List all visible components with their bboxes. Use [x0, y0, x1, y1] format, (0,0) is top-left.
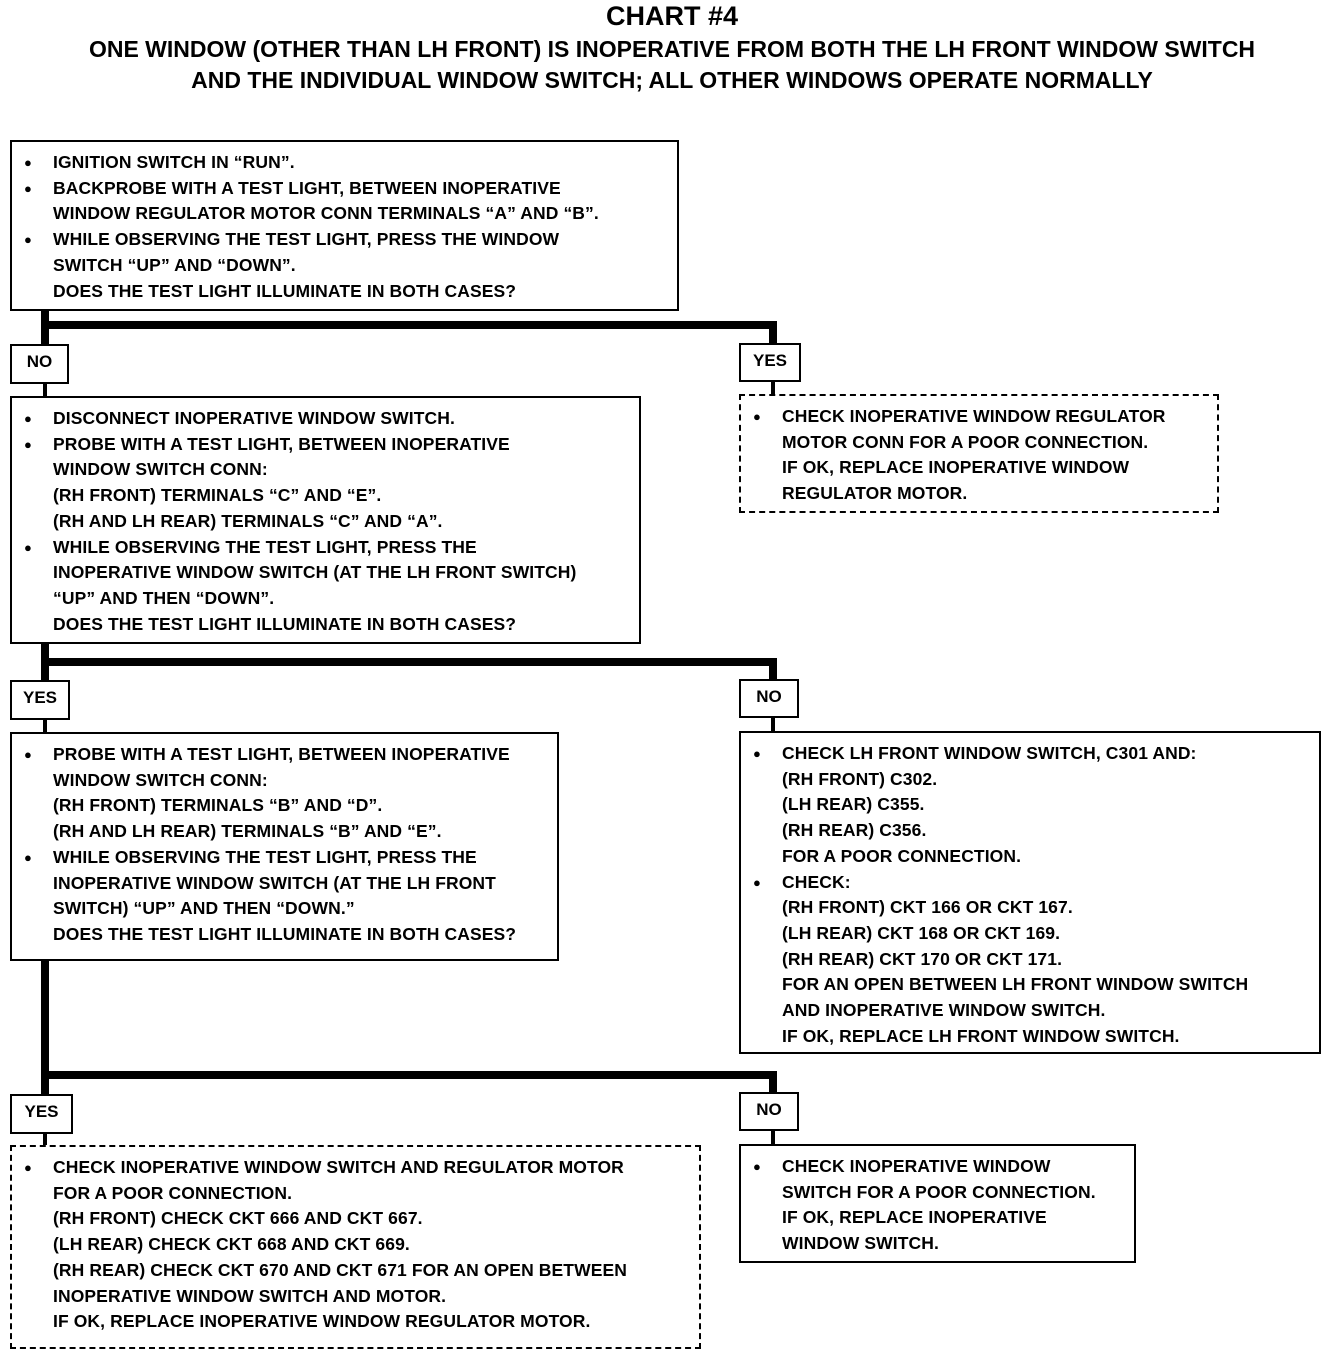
step3-box	[10, 732, 559, 961]
label-step1-no: NO	[10, 344, 69, 384]
step2-box	[10, 396, 641, 644]
step1-question: DOES THE TEST LIGHT ILLUMINATE IN BOTH CASES?	[53, 280, 517, 301]
label-step2-yes: YES	[10, 680, 70, 720]
step1-bullet-2: ● BACKPROBE WITH A TEST LIGHT, BETWEEN INOPERATIVE WINDOW REGULATOR MOTOR CONN TERMINALS “A” AND “B”.	[22, 176, 667, 227]
label-step2-no: NO	[739, 679, 799, 718]
step3-yes-bullet-1: ● CHECK INOPERATIVE WINDOW SWITCH AND REGULATOR MOTOR FOR A POOR CONNECTION. (RH FRONT) CHECK CKT 666 AND CKT 667. (LH REAR) CHECK CKT 668 AND CKT 669. (RH REAR) CHECK CKT 670 AND CKT 671 FOR AN OPEN BETWEEN INOPERATIVE WINDOW SWITCH AND MOTOR. IF OK, REPLACE INOPERATIVE WINDOW REGULATOR MOTOR.	[22, 1155, 689, 1335]
subtitle-line-2: AND THE INDIVIDUAL WINDOW SWITCH; ALL OTHER WINDOWS OPERATE NORMALLY	[191, 67, 1153, 93]
step1-yes-result-box	[739, 394, 1219, 513]
step3-yes-result-box	[10, 1145, 701, 1349]
step2-bullet-2: ● PROBE WITH A TEST LIGHT, BETWEEN INOPERATIVE WINDOW SWITCH CONN: (RH FRONT) TERMINALS “C” AND “E”. (RH AND LH REAR) TERMINALS “C” AND “A”.	[22, 432, 629, 535]
step1-yes-bullet-1: ● CHECK INOPERATIVE WINDOW REGULATOR MOTOR CONN FOR A POOR CONNECTION. IF OK, REPLACE INOPERATIVE WINDOW REGULATOR MOTOR.	[751, 404, 1207, 507]
step1-bullet-1: ● IGNITION SWITCH IN “RUN”.	[22, 150, 667, 176]
step1-box	[10, 140, 679, 311]
step2-no-result-box	[739, 731, 1321, 1054]
step2-no-bullet-1: ● CHECK LH FRONT WINDOW SWITCH, C301 AND: (RH FRONT) C302. (LH REAR) C355. (RH REAR) C356. FOR A POOR CONNECTION.	[751, 741, 1309, 870]
step3-bullet-1: ● PROBE WITH A TEST LIGHT, BETWEEN INOPERATIVE WINDOW SWITCH CONN: (RH FRONT) TERMINALS “B” AND “D”. (RH AND LH REAR) TERMINALS “B” AND “E”.	[22, 742, 547, 845]
label-step1-yes: YES	[739, 343, 801, 382]
step2-no-bullet-2: ● CHECK: (RH FRONT) CKT 166 OR CKT 167. (LH REAR) CKT 168 OR CKT 169. (RH REAR) CKT 170 OR CKT 171. FOR AN OPEN BETWEEN LH FRONT WINDOW SWITCH AND INOPERATIVE WINDOW SWITCH. IF OK, REPLACE LH FRONT WINDOW SWITCH.	[751, 870, 1309, 1050]
step3-no-bullet-1: ● CHECK INOPERATIVE WINDOW SWITCH FOR A POOR CONNECTION. IF OK, REPLACE INOPERATIVE WINDOW SWITCH.	[751, 1154, 1124, 1257]
label-step3-yes: YES	[10, 1094, 73, 1134]
step3-question: DOES THE TEST LIGHT ILLUMINATE IN BOTH CASES?	[53, 923, 517, 944]
step2-question: DOES THE TEST LIGHT ILLUMINATE IN BOTH CASES?	[53, 613, 517, 634]
chart-title: CHART #4	[605, 1, 739, 31]
step2-bullet-3: ● WHILE OBSERVING THE TEST LIGHT, PRESS THE INOPERATIVE WINDOW SWITCH (AT THE LH FRONT SWITCH) “UP” AND THEN “DOWN”.	[22, 535, 629, 612]
subtitle-line-1: ONE WINDOW (OTHER THAN LH FRONT) IS INOPERATIVE FROM BOTH THE LH FRONT WINDOW SWITCH	[88, 36, 1256, 62]
step1-bullet-3: ● WHILE OBSERVING THE TEST LIGHT, PRESS THE WINDOW SWITCH “UP” AND “DOWN”.	[22, 227, 667, 278]
step3-bullet-2: ● WHILE OBSERVING THE TEST LIGHT, PRESS THE INOPERATIVE WINDOW SWITCH (AT THE LH FRONT SWITCH) “UP” AND THEN “DOWN.”	[22, 845, 547, 922]
label-step3-no: NO	[739, 1092, 799, 1131]
step2-bullet-1: ● DISCONNECT INOPERATIVE WINDOW SWITCH.	[22, 406, 629, 432]
step3-no-result-box	[739, 1144, 1136, 1263]
